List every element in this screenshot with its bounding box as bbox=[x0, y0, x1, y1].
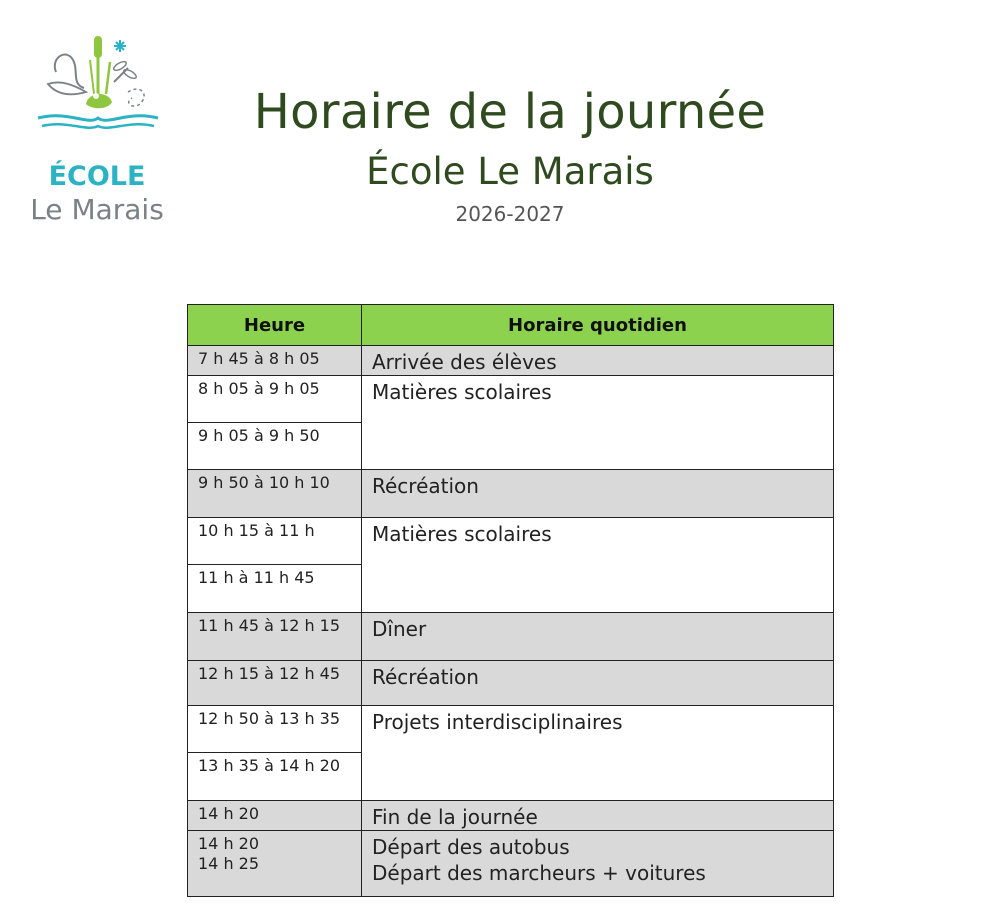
activity-cell: Récréation bbox=[362, 470, 834, 518]
time-line: 14 h 25 bbox=[198, 854, 260, 873]
activity-cell: Matières scolaires bbox=[362, 376, 834, 470]
activity-cell: Dîner bbox=[362, 613, 834, 661]
logo-text-le-marais: Le Marais bbox=[30, 193, 164, 226]
time-cell: 12 h 15 à 12 h 45 bbox=[188, 661, 362, 706]
table-header-row bbox=[188, 305, 834, 346]
table-row bbox=[188, 831, 834, 897]
table-row bbox=[188, 470, 834, 518]
time-line: 14 h 20 bbox=[198, 834, 260, 853]
time-cell: 11 h à 11 h 45 bbox=[188, 565, 362, 613]
table-row bbox=[188, 346, 834, 376]
activity-cell bbox=[362, 831, 834, 897]
time-cell: 9 h 05 à 9 h 50 bbox=[188, 423, 362, 470]
activity-cell: Récréation bbox=[362, 661, 834, 706]
time-cell: 11 h 45 à 12 h 15 bbox=[188, 613, 362, 661]
activity-cell: Fin de la journée bbox=[362, 801, 834, 831]
table-row bbox=[188, 661, 834, 706]
activity-cell: Matières scolaires bbox=[362, 518, 834, 613]
header-horaire-quotidien: Horaire quotidien bbox=[362, 305, 834, 346]
activity-cell: Arrivée des élèves bbox=[362, 346, 834, 376]
school-year: 2026-2027 bbox=[455, 202, 565, 226]
school-name: École Le Marais bbox=[366, 150, 654, 193]
time-cell: 7 h 45 à 8 h 05 bbox=[188, 346, 362, 376]
activity-cell: Projets interdisciplinaires bbox=[362, 706, 834, 801]
logo-text-ecole: ÉCOLE bbox=[48, 161, 146, 192]
school-logo bbox=[22, 22, 172, 226]
page-title: Horaire de la journée bbox=[253, 84, 767, 140]
time-cell: 10 h 15 à 11 h bbox=[188, 518, 362, 565]
table-row bbox=[188, 801, 834, 831]
activity-line: Départ des autobus bbox=[372, 835, 570, 859]
time-cell: 12 h 50 à 13 h 35 bbox=[188, 706, 362, 753]
table-row bbox=[188, 706, 834, 753]
table-row bbox=[188, 613, 834, 661]
time-cell: 14 h 20 bbox=[188, 801, 362, 831]
activity-line: Départ des marcheurs + voitures bbox=[372, 861, 706, 885]
header-heure: Heure bbox=[188, 305, 362, 346]
time-cell: 9 h 50 à 10 h 10 bbox=[188, 470, 362, 518]
daily-schedule-table bbox=[187, 304, 834, 897]
marsh-logo-icon bbox=[28, 22, 168, 137]
time-cell: 8 h 05 à 9 h 05 bbox=[188, 376, 362, 423]
table-row bbox=[188, 376, 834, 423]
table-row bbox=[188, 518, 834, 565]
time-cell bbox=[188, 831, 362, 897]
time-cell: 13 h 35 à 14 h 20 bbox=[188, 753, 362, 801]
